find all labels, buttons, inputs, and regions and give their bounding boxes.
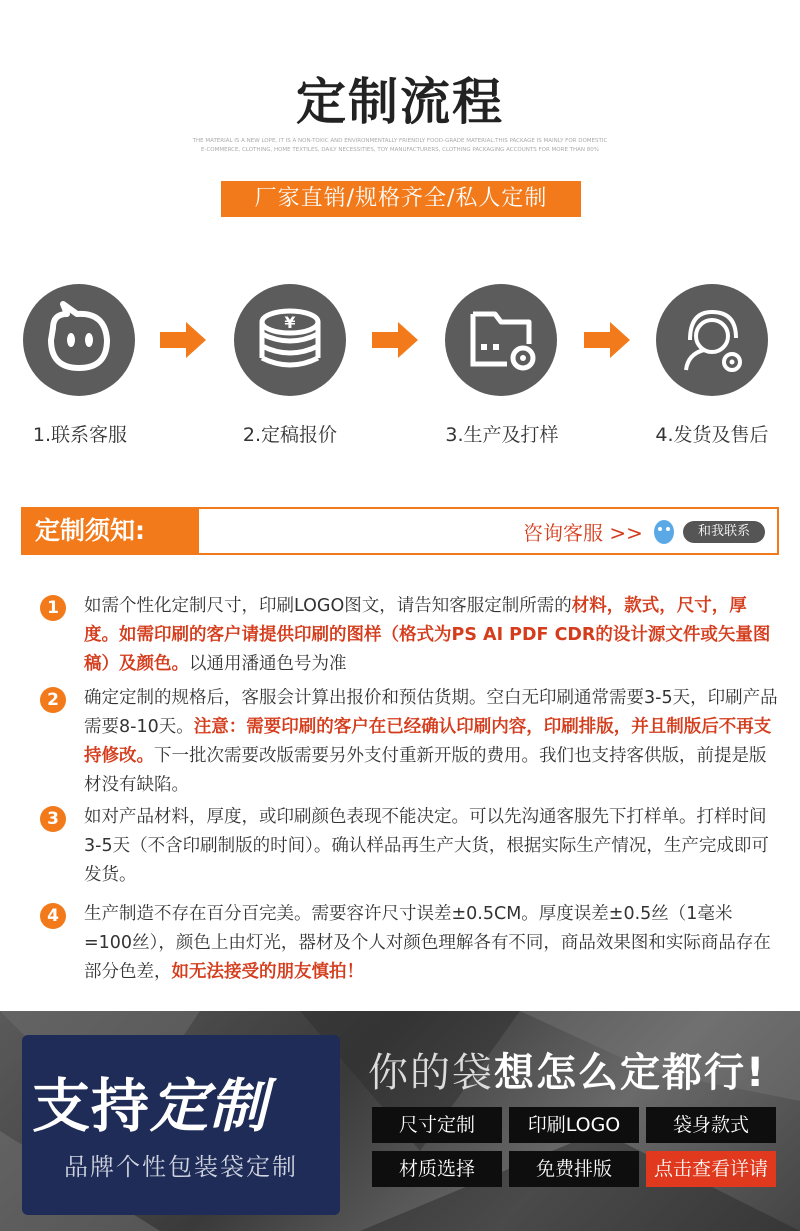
consult-service-link[interactable]: 咨询客服 >> xyxy=(523,521,643,545)
item-text: 如需个性化定制尺寸，印刷LOGO图文，请告知客服定制所需的材料，款式，尺寸，厚度。如需印刷的客户请提供印刷的图样（格式为PS AI PDF CDR的设计源文件或矢量图稿）及颜色。以通用潘通色号为准 xyxy=(84,596,771,674)
item-number: 1 xyxy=(40,595,66,621)
step-4-circle xyxy=(656,284,768,396)
banner-slogan: 你的袋想怎么定都行! xyxy=(368,1050,767,1096)
item-text: 生产制造不存在百分百完美。需要容许尺寸误差±0.5CM。厚度误差±0.5丝（1毫米=100丝），颜色上由灯光，器材及个人对颜色理解各有不同，商品效果图和实际商品存在部分色差，如无法接受的朋友慎拍！ xyxy=(84,904,771,982)
list-item xyxy=(40,592,780,679)
qq-chat-icon[interactable] xyxy=(651,518,677,546)
item-text: 确定定制的规格后，客服会计算出报价和预估货期。空白无印刷通常需要3-5天，印刷产品需要8-10天。注意：需要印刷的客户在已经确认印刷内容，印刷排版，并且制版后不再支持修改。下一批次需要改版需要另外支付重新开版的费用。我们也支持客供版，前提是版材没有缺陷。 xyxy=(84,688,778,795)
tagline-banner: 厂家直销/规格齐全/私人定制 xyxy=(221,181,581,217)
support-agent-icon xyxy=(656,284,768,396)
contact-me-button[interactable]: 和我联系 xyxy=(683,521,765,543)
yuan-coins-icon xyxy=(234,284,346,396)
arrow-right-icon xyxy=(160,320,206,360)
list-item xyxy=(40,900,780,987)
item-text: 如对产品材料，厚度，或印刷颜色表现不能决定。可以先沟通客服先下打样单。打样时间3-5天（不含印刷制版的时间）。确认样品再生产大货，根据实际生产情况，生产完成即可发货。 xyxy=(84,807,769,885)
notice-title: 定制须知: xyxy=(23,509,199,553)
step-3-circle xyxy=(445,284,557,396)
tag-print-logo[interactable]: 印刷LOGO xyxy=(509,1107,639,1143)
custom-support-box xyxy=(22,1035,340,1215)
tag-material-select[interactable]: 材质选择 xyxy=(372,1151,502,1187)
chat-face-icon xyxy=(23,284,135,396)
item-number: 2 xyxy=(40,687,66,713)
folder-gear-icon xyxy=(445,284,557,396)
item-number: 4 xyxy=(40,903,66,929)
step-1-circle xyxy=(23,284,135,396)
tag-free-layout[interactable]: 免费排版 xyxy=(509,1151,639,1187)
view-details-button[interactable]: 点击查看详请 xyxy=(646,1151,776,1187)
svg-text:¥: ¥ xyxy=(284,313,296,332)
english-subtitle: THE MATERIAL IS A NEW LOPE, IT IS A NON-TOXIC AND ENVIRONMENTALLY FRIENDLY FOOD-GRADE MATERIAL.THIS PACKAGE IS MAINLY FOR DOMESTIC E-COMMERCE, CLOTHING, HOME TEXTILES, DAILY NECESSITIES, TOY MANUFACTURERS, CLOTHING PACKAGING ACCOUNTS FOR MORE THAN 80% xyxy=(192,138,608,153)
tag-bag-style[interactable]: 袋身款式 xyxy=(646,1107,776,1143)
step-2-label: 2.定稿报价 xyxy=(242,424,338,446)
promo-banner xyxy=(0,1011,800,1231)
step-4-label: 4.发货及售后 xyxy=(655,424,769,446)
tag-size-custom[interactable]: 尺寸定制 xyxy=(372,1107,502,1143)
arrow-right-icon xyxy=(584,320,630,360)
list-item xyxy=(40,803,780,890)
banner-subtitle: 品牌个性包装袋定制 xyxy=(64,1153,298,1181)
list-item xyxy=(40,684,780,800)
item-number: 3 xyxy=(40,806,66,832)
step-1-label: 1.联系客服 xyxy=(32,424,128,446)
page-title: 定制流程 xyxy=(296,73,504,131)
arrow-right-icon xyxy=(372,320,418,360)
banner-big-title: 支持定制 xyxy=(32,1072,269,1140)
step-2-circle xyxy=(234,284,346,396)
step-3-label: 3.生产及打样 xyxy=(445,424,559,446)
notice-bar xyxy=(21,507,779,555)
